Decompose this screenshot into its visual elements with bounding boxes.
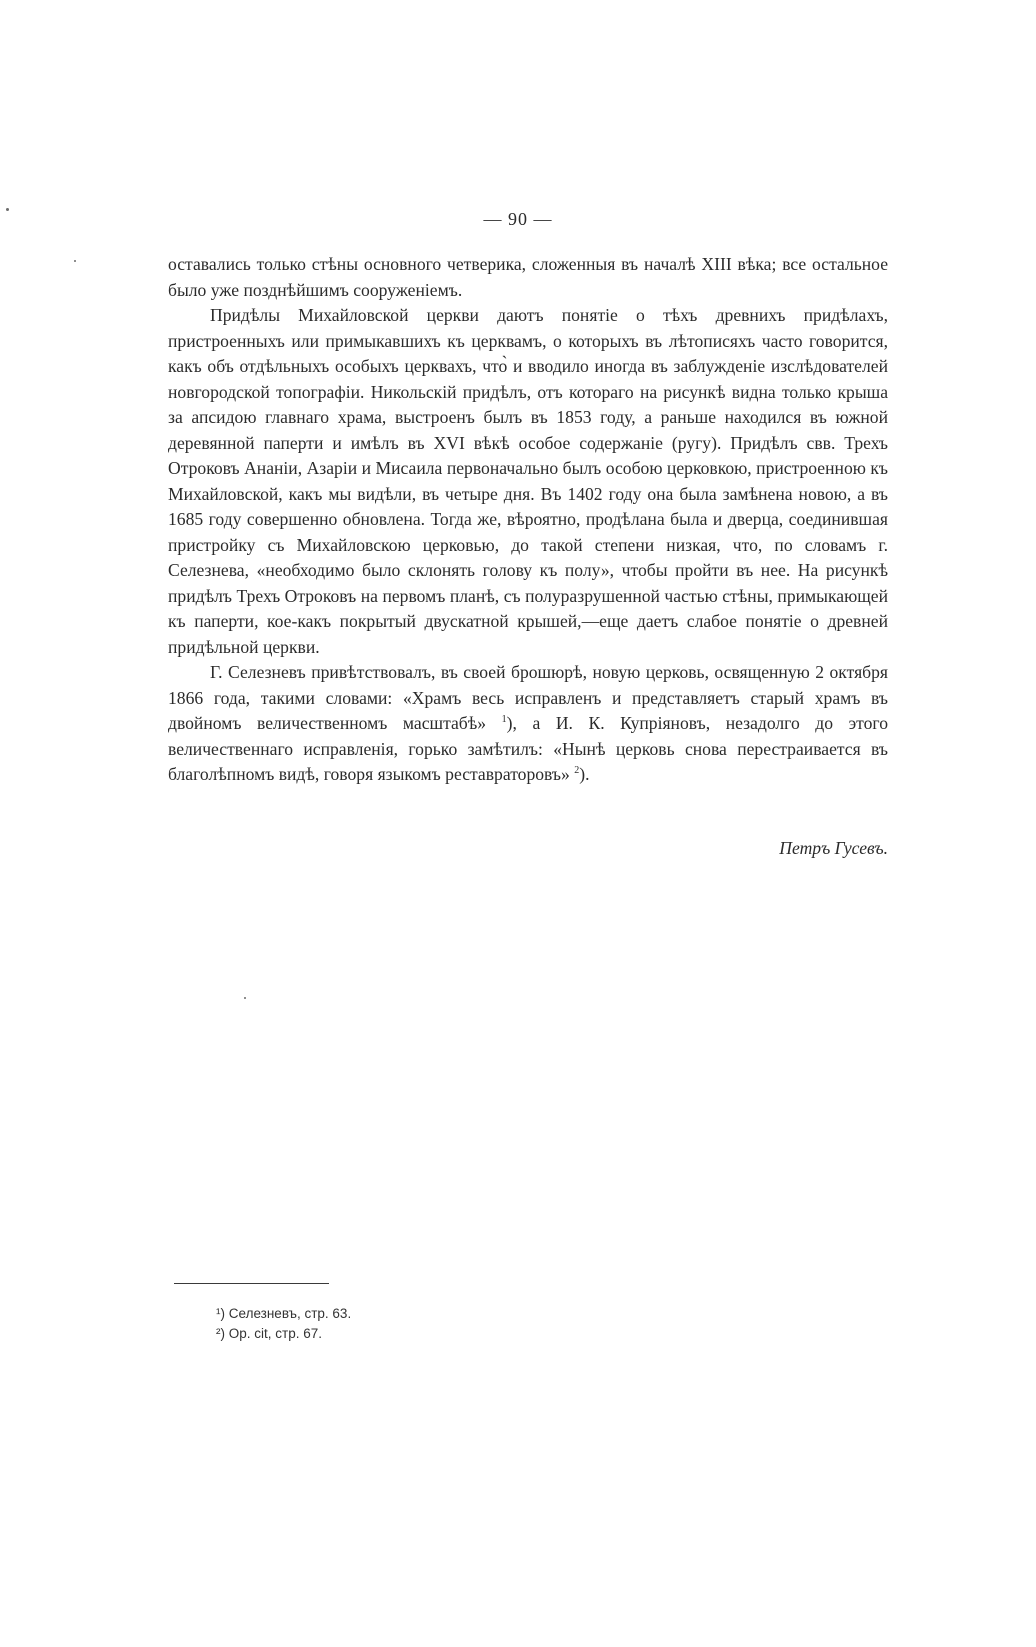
footnote-divider [174,1283,329,1284]
page-number: — 90 — [483,209,553,229]
paragraph-3-part-2: ), а И. К. Купріяновъ, незадолго до этого величественнаго исправленія, горько замѣтилъ: «Нынѣ церковь снова перестраивается въ благолѣпномъ видѣ, говоря языкомъ реставраторовъ» [168,713,888,784]
paragraph-3 [168,660,888,788]
paragraph-3-part-1: Г. Селезневъ привѣтствовалъ, въ своей брошюрѣ, новую церковь, освященную 2 октября 1866 года, такими словами: «Храмъ весь исправленъ и представляетъ старый храмъ въ двойномъ величественномъ масштабѣ» [168,662,888,733]
body-text [168,252,888,788]
footnote-ref-2[interactable]: 2 [574,765,580,777]
paragraph-2: Придѣлы Михайловской церкви даютъ понятіе о тѣхъ древнихъ придѣлахъ, пристроенныхъ или примыкавшихъ къ церквамъ, о которыхъ въ лѣтописяхъ часто говорится, какъ объ отдѣльныхъ особыхъ церквахъ, что̀ и вводило иногда въ заблужденіе изслѣдователей новгородской топографіи. Никольскій придѣлъ, отъ котораго на рисункѣ видна только крыша за апсидою главнаго храма, выстроенъ былъ въ 1853 году, а раньше находился въ южной деревянной паперти и имѣлъ въ XVI вѣкѣ особое содержаніе (ругу). Придѣлъ свв. Трехъ Отроковъ Ананіи, Азаріи и Мисаила первоначально былъ особою церковкою, пристроенною къ Михайловской, какъ мы видѣли, въ четыре дня. Въ 1402 году она была замѣнена новою, а въ 1685 году совершенно обновлена. Тогда же, вѣроятно, продѣлана была и дверца, соединившая пристройку съ Михайловскою церковью, до такой степени низкая, что, по словамъ г. Селезнева, «необходимо было склонять голову къ полу», чтобы пройти въ нее. На рисункѣ придѣлъ Трехъ Отроковъ на первомъ планѣ, съ полуразрушенной частью стѣны, примыкающей къ паперти, кое-какъ покрытый двускатной крышей,—еще даетъ слабое понятіе о древней придѣльной церкви. [168,305,888,657]
footnote-2 [216,1324,351,1344]
footnote-2-mark: ²) [216,1326,225,1341]
scan-speck [74,260,76,262]
footnote-1-text: Селезневъ, стр. 63. [228,1306,352,1321]
footnote-1 [216,1304,351,1324]
author-signature: Петръ Гусевъ. [779,838,888,858]
paragraph-1: оставались только стѣны основного четверика, сложенныя въ началѣ XIII вѣка; все остальное было уже позднѣйшимъ сооруженіемъ. [168,254,888,300]
footnote-2-text: Op. cit, стр. 67. [228,1326,322,1341]
scan-speck [244,997,246,999]
footnote-1-mark: ¹) [216,1306,225,1321]
footnote-ref-1[interactable]: 1 [501,714,507,726]
footnotes [216,1304,351,1344]
paragraph-3-part-3: ). [579,764,590,784]
scan-speck [6,208,9,211]
